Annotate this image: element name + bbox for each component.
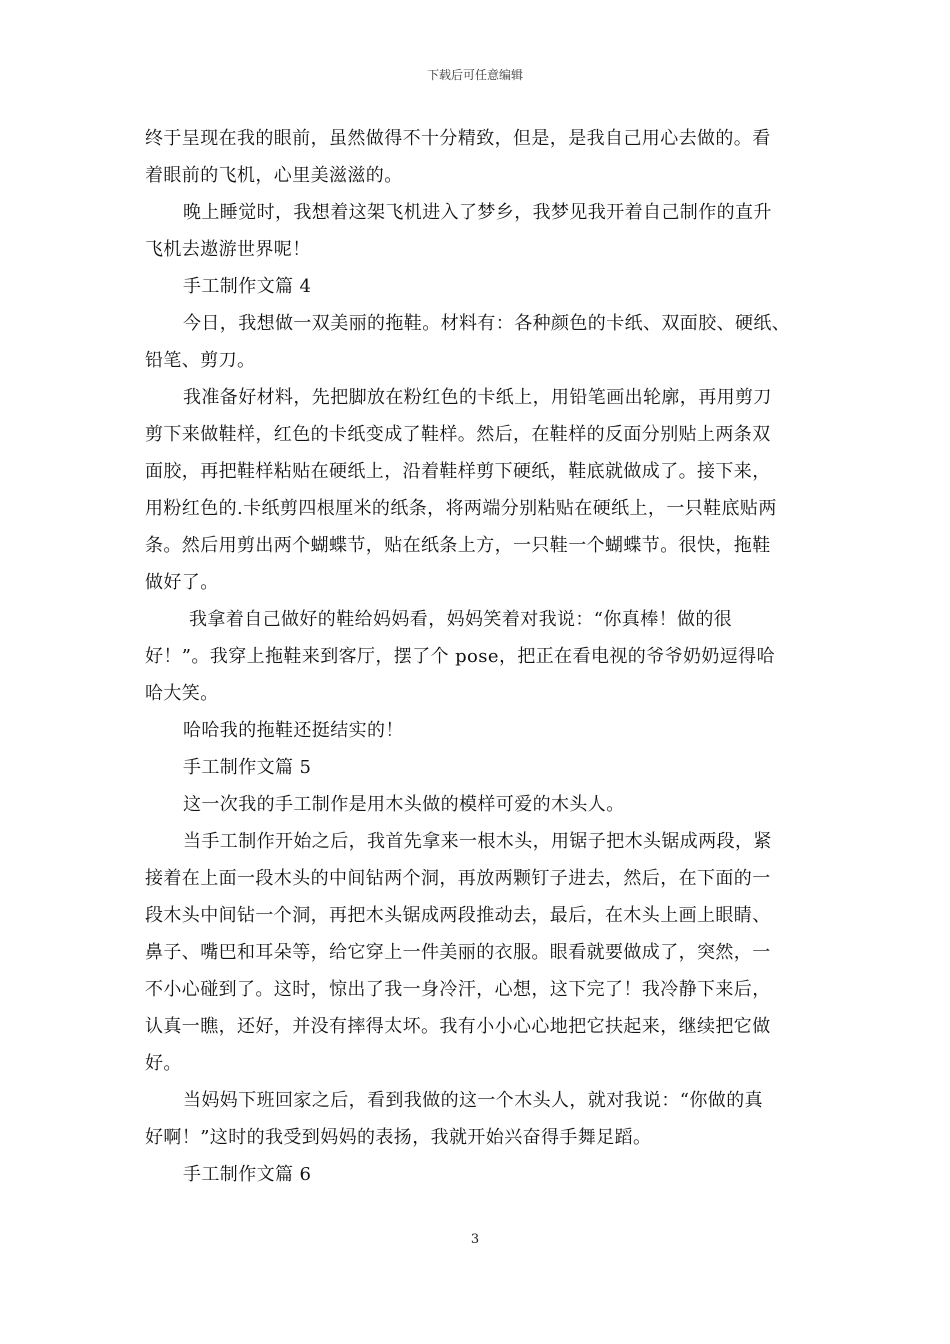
paragraph-line: 剪下来做鞋样，红色的卡纸变成了鞋样。然后，在鞋样的反面分别贴上两条双 (145, 424, 771, 445)
paragraph-line: 我准备好材料，先把脚放在粉红色的卡纸上，用铅笔画出轮廓，再用剪刀 (183, 387, 772, 408)
paragraph-line: 当手工制作开始之后，我首先拿来一根木头，用锯子把木头锯成两段，紧 (183, 831, 772, 852)
paragraph-line: 哈哈我的拖鞋还挺结实的！ (183, 720, 404, 741)
section-heading: 手工制作文篇 4 (183, 276, 312, 297)
paragraph-line: 用粉红色的.卡纸剪四根厘米的纸条，将两端分别粘贴在硬纸上，一只鞋底贴两 (145, 498, 777, 519)
paragraph-line: 认真一瞧，还好，并没有摔得太坏。我有小小心心地把它扶起来，继续把它做 (145, 1016, 771, 1037)
paragraph-line: 着眼前的飞机，心里美滋滋的。 (145, 165, 403, 186)
paragraph-line: 做好了。 (145, 572, 219, 593)
paragraph-line: 条。然后用剪出两个蝴蝶节，贴在纸条上方，一只鞋一个蝴蝶节。很快，拖鞋 (145, 535, 771, 556)
paragraph-line: 鼻子、嘴巴和耳朵等，给它穿上一件美丽的衣服。眼看就要做成了，突然，一 (145, 942, 771, 963)
paragraph-line: 今日，我想做一双美丽的拖鞋。材料有：各种颜色的卡纸、双面胶、硬纸、 (183, 313, 791, 334)
paragraph-line: 好啊！”这时的我受到妈妈的表扬，我就开始兴奋得手舞足蹈。 (145, 1127, 652, 1148)
paragraph-line: 好。 (145, 1053, 182, 1074)
paragraph-line: 哈大笑。 (145, 683, 219, 704)
paragraph-line: 飞机去遨游世界呢！ (145, 239, 311, 260)
section-heading: 手工制作文篇 6 (183, 1164, 312, 1185)
paragraph-line: 段木头中间钻一个洞，再把木头锯成两段推动去，最后，在木头上画上眼睛、 (145, 905, 771, 926)
paragraph-line: 这一次我的手工制作是用木头做的模样可爱的木头人。 (183, 794, 625, 815)
document-body (145, 120, 813, 1193)
page-number: 3 (470, 1232, 480, 1247)
page-header: 下载后可任意编辑 (426, 68, 523, 82)
paragraph-line: 接着在上面一段木头的中间钻两个洞，再放两颗钉子进去，然后，在下面的一 (145, 868, 771, 889)
paragraph-line: 终于呈现在我的眼前，虽然做得不十分精致，但是，是我自己用心去做的。看 (145, 128, 771, 149)
paragraph-line: 不小心碰到了。这时，惊出了我一身冷汗，心想，这下完了！我冷静下来后， (145, 979, 771, 1000)
paragraph-line: 晚上睡觉时，我想着这架飞机进入了梦乡，我梦见我开着自己制作的直升 (183, 202, 772, 223)
paragraph-line: 我拿着自己做好的鞋给妈妈看，妈妈笑着对我说：“你真棒！做的很 (189, 609, 733, 630)
paragraph-line: 好！”。我穿上拖鞋来到客厅，摆了个 pose，把正在看电视的爷爷奶奶逗得哈 (145, 646, 775, 667)
paragraph-line: 铅笔、剪刀。 (145, 350, 256, 371)
paragraph-line: 面胶，再把鞋样粘贴在硬纸上，沿着鞋样剪下硬纸，鞋底就做成了。接下来， (145, 461, 771, 482)
section-heading: 手工制作文篇 5 (183, 757, 312, 778)
paragraph-line: 当妈妈下班回家之后，看到我做的这一个木头人，就对我说：“你做的真 (183, 1090, 763, 1111)
